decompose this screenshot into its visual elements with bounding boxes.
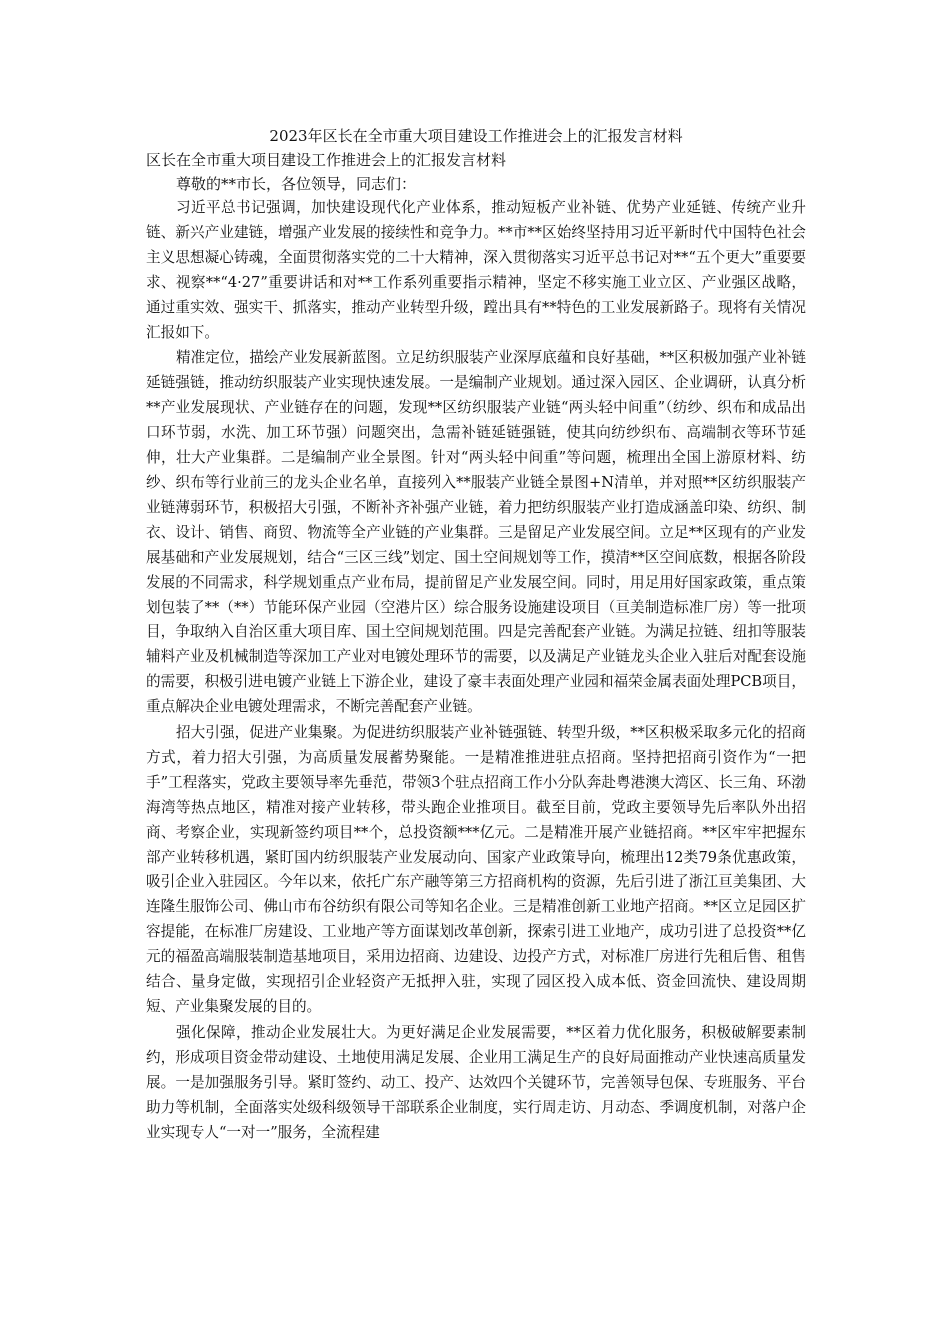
paragraph-support: 强化保障，推动企业发展壮大。为更好满足企业发展需要，**区着力优化服务，积极破解要素制约，形成项目资金带动建设、土地使用满足发展、企业用工满足生产的良好局面推动产业快速高质量发展。一是加强服务引导。紧盯签约、动工、投产、达效四个关键环节，完善领导包保、专班服务、平台助力等机制，全面落实处级科级领导干部联系企业制度，实行周走访、月动态、季调度机制，对落户企业实现专人“一对一”服务，全流程建 [146, 1023, 806, 1141]
document-subtitle: 区长在全市重大项目建设工作推进会上的汇报发言材料 [146, 151, 507, 169]
document-page [146, 126, 806, 1146]
document-title: 2023年区长在全市重大项目建设工作推进会上的汇报发言材料 [269, 127, 683, 145]
paragraph-intro: 习近平总书记强调，加快建设现代化产业体系，推动短板产业补链、优势产业延链、传统产业升链、新兴产业建链，增强产业发展的接续性和竞争力。**市**区始终坚持用习近平新时代中国特色社会主义思想凝心铸魂，全面贯彻落实党的二十大精神，深入贯彻落实习近平总书记对**“五个更大”重要要求、视察**“4·27”重要讲话和对**工作系列重要指示精神，坚定不移实施工业立区、产业强区战略，通过重实效、强实干、抓落实，推动产业转型升级，蹚出具有**特色的工业发展新路子。现将有关情况汇报如下。 [146, 199, 806, 341]
paragraph-investment: 招大引强，促进产业集聚。为促进纺织服装产业补链强链、转型升级，**区积极采取多元化的招商方式，着力招大引强，为高质量发展蓄势聚能。一是精准推进驻点招商。坚持把招商引资作为“一把手”工程落实，党政主要领导率先垂范，带领3个驻点招商工作小分队奔赴粤港澳大湾区、长三角、环渤海湾等热点地区，精准对接产业转移，带头跑企业推项目。截至目前，党政主要领导先后率队外出招商、考察企业，实现新签约项目**个，总投资额***亿元。二是精准开展产业链招商。**区牢牢把握东部产业转移机遇，紧盯国内纺织服装产业发展动向、国家产业政策导向，梳理出12类79条优惠政策，吸引企业入驻园区。今年以来，依托广东产融等第三方招商机构的资源，先后引进了浙江亘美集团、大连隆生服饰公司、佛山市布谷纺织有限公司等知名企业。三是精准创新工业地产招商。**区立足园区扩容提能，在标准厂房建设、工业地产等方面谋划改革创新，探索引进工业地产，成功引进了总投资**亿元的福盈高端服装制造基地项目，采用边招商、边建设、边投产方式，对标准厂房进行先租后售、租售结合、量身定做，实现招引企业轻资产无抵押入驻，实现了园区投入成本低、资金回流快、建设周期短、产业集聚发展的目的。 [146, 724, 806, 1015]
paragraph-planning: 精准定位，描绘产业发展新蓝图。立足纺织服装产业深厚底蕴和良好基础，**区积极加强产业补链延链强链，推动纺织服装产业实现快速发展。一是编制产业规划。通过深入园区、企业调研，认真分析**产业发展现状、产业链存在的问题，发现**区纺织服装产业链“两头轻中间重”（纺纱、织布和成品出口环节弱，水洗、加工环节强）问题突出，急需补链延链强链，使其向纺纱织布、高端制衣等环节延伸，壮大产业集群。二是编制产业全景图。针对“两头轻中间重”等问题，梳理出全国上游原材料、纺纱、织布等行业前三的龙头企业名单，直接列入**服装产业链全景图+N清单，并对照**区纺织服装产业链薄弱环节，积极招大引强，不断补齐补强产业链，着力把纺织服装产业打造成涵盖印染、纺织、制衣、设计、销售、商贸、物流等全产业链的产业集群。三是留足产业发展空间。立足**区现有的产业发展基础和产业发展规划，结合“三区三线”划定、国土空间规划等工作，摸清**区空间底数，根据各阶段发展的不同需求，科学规划重点产业布局，提前留足产业发展空间。同时，用足用好国家政策，重点策划包装了**（**）节能环保产业园（空港片区）综合服务设施建设项目（亘美制造标准厂房）等一批项目，争取纳入自治区重大项目库、国土空间规划范围。四是完善配套产业链。为满足拉链、纽扣等服装辅料产业及机械制造等深加工产业对电镀处理环节的需要，以及满足产业链龙头企业入驻后对配套设施的需要，积极引进电镀产业链上下游企业，建设了豪丰表面处理产业园和福荣金属表面处理PCB项目，重点解决企业电镀处理需求，不断完善配套产业链。 [146, 349, 806, 716]
salutation: 尊敬的**市长，各位领导，同志们： [176, 175, 417, 193]
